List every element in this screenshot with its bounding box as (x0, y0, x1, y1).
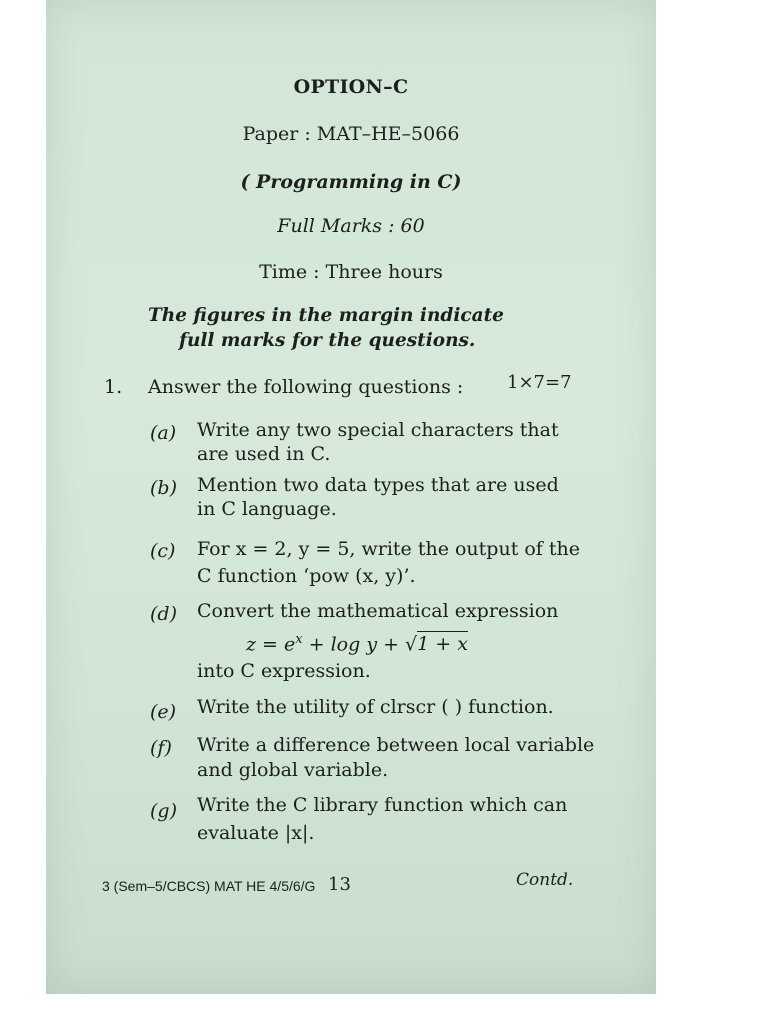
question-number: 1. (104, 376, 123, 398)
subject-title: ( Programming in C) (240, 171, 462, 193)
item-c-line2: C function ‘pow (x, y)’. (197, 565, 416, 587)
continued-label: Contd. (516, 870, 574, 890)
item-a-line1: Write any two special characters that (197, 419, 559, 441)
item-g-line2: evaluate |x|. (197, 822, 315, 844)
formula-radicand: 1 + x (417, 633, 468, 656)
item-c-line1: For x = 2, y = 5, write the output of the (197, 538, 580, 560)
item-b-line1: Mention two data types that are used (197, 474, 559, 496)
footer-paper-code: 3 (Sem–5/CBCS) MAT HE 4/5/6/G (102, 878, 316, 894)
item-e-label: (e) (150, 701, 177, 723)
item-d-label: (d) (150, 603, 177, 625)
item-a-line2: are used in C. (197, 443, 331, 465)
exam-paper-sheet (46, 0, 656, 994)
question-text: Answer the following questions : (148, 376, 464, 398)
item-c-label: (c) (150, 540, 176, 562)
instruction-line-2: full marks for the questions. (179, 330, 476, 351)
item-f-label: (f) (150, 737, 172, 759)
item-d-line2: into C expression. (197, 660, 371, 682)
formula-exponent: x (295, 632, 303, 647)
full-marks: Full Marks : 60 (277, 215, 425, 237)
item-f-line2: and global variable. (197, 759, 389, 781)
item-e-line1: Write the utility of clrscr ( ) function. (197, 696, 554, 718)
question-marks: 1×7=7 (507, 372, 572, 393)
option-title: OPTION–C (293, 76, 409, 98)
paper-code: Paper : MAT–HE–5066 (242, 123, 460, 145)
formula-middle: + log y + √ (302, 633, 418, 656)
formula-lhs: z = e (246, 633, 296, 656)
instruction-line-1: The figures in the margin indicate (148, 305, 504, 326)
time-allowed: Time : Three hours (259, 261, 443, 283)
item-f-line1: Write a difference between local variable (197, 734, 595, 756)
item-a-label: (a) (150, 422, 177, 444)
item-g-label: (g) (150, 800, 177, 822)
item-g-line1: Write the C library function which can (197, 794, 568, 816)
item-d-line1: Convert the mathematical expression (197, 600, 559, 622)
item-b-line2: in C language. (197, 498, 337, 520)
item-b-label: (b) (150, 477, 177, 499)
item-d-formula (246, 628, 468, 656)
page-number: 13 (328, 874, 351, 895)
